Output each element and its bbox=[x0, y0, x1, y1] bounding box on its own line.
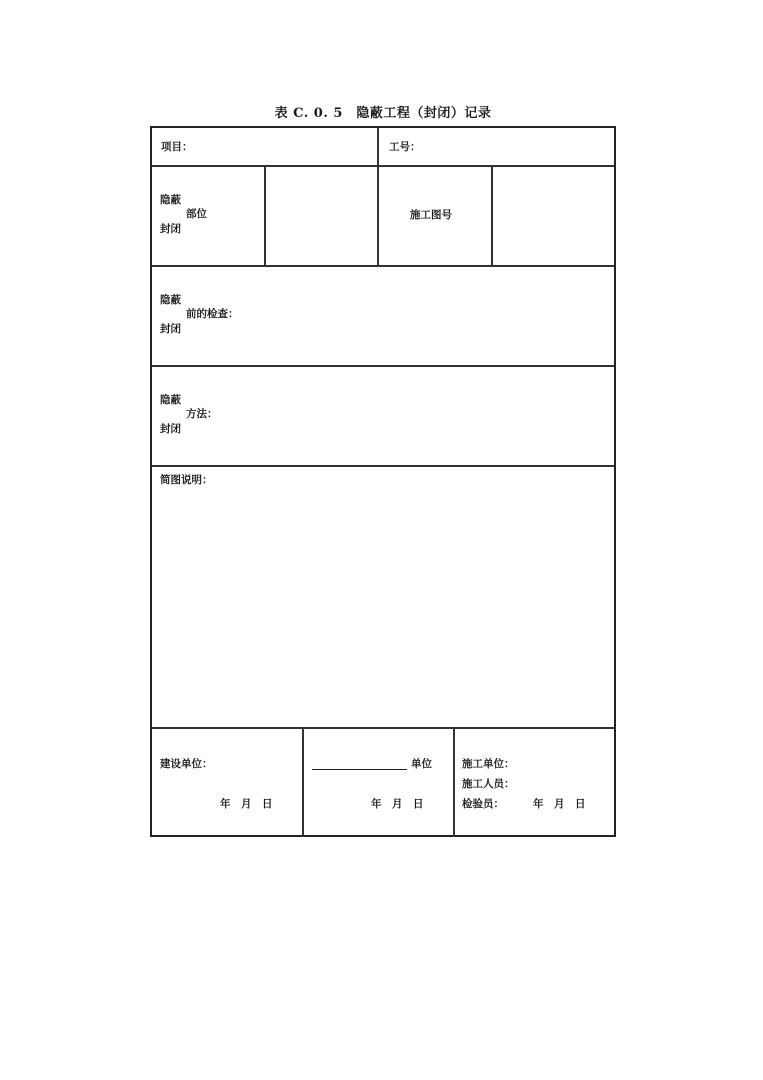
inspector-label: 检验员： bbox=[462, 798, 504, 810]
owner-unit-label: 建设单位： bbox=[160, 758, 213, 770]
construction-staff-label: 施工人员： bbox=[462, 778, 515, 790]
seal-label: 封闭 bbox=[160, 323, 181, 335]
row-divider-5 bbox=[152, 727, 614, 729]
conceal-label: 隐蔽 bbox=[160, 394, 181, 406]
work-no-label: 工号： bbox=[389, 141, 421, 153]
right-date: 年 月 日 bbox=[533, 798, 586, 810]
drawing-no-label: 施工图号 bbox=[410, 209, 452, 221]
footer-divider-2 bbox=[453, 727, 455, 837]
unit-name-blank bbox=[312, 758, 407, 770]
col-divider-middle bbox=[377, 128, 379, 265]
part-label: 部位 bbox=[186, 208, 207, 220]
contractor-unit-label: 施工单位： bbox=[462, 758, 515, 770]
seal-label: 封闭 bbox=[160, 223, 181, 235]
concealed-work-record-form bbox=[150, 126, 616, 837]
mid-date: 年 月 日 bbox=[371, 798, 424, 810]
row-divider-3 bbox=[152, 365, 614, 367]
row-divider-1 bbox=[152, 165, 614, 167]
row-divider-2 bbox=[152, 265, 614, 267]
conceal-label: 隐蔽 bbox=[160, 294, 181, 306]
table-title: 表 C. 0. 5 隐蔽工程（封闭）记录 bbox=[274, 106, 492, 121]
col-divider-left bbox=[264, 165, 266, 265]
conceal-label: 隐蔽 bbox=[160, 194, 181, 206]
sketch-description-label: 简图说明： bbox=[160, 474, 213, 486]
col-divider-right bbox=[491, 165, 493, 265]
project-label: 项目： bbox=[161, 141, 193, 153]
method-label: 方法： bbox=[186, 408, 218, 420]
footer-divider-1 bbox=[302, 727, 304, 837]
owner-date: 年 月 日 bbox=[220, 798, 273, 810]
pre-check-label: 前的检查： bbox=[186, 308, 239, 320]
seal-label: 封闭 bbox=[160, 423, 181, 435]
row-divider-4 bbox=[152, 465, 614, 467]
unit-suffix-label: 单位 bbox=[411, 758, 432, 770]
